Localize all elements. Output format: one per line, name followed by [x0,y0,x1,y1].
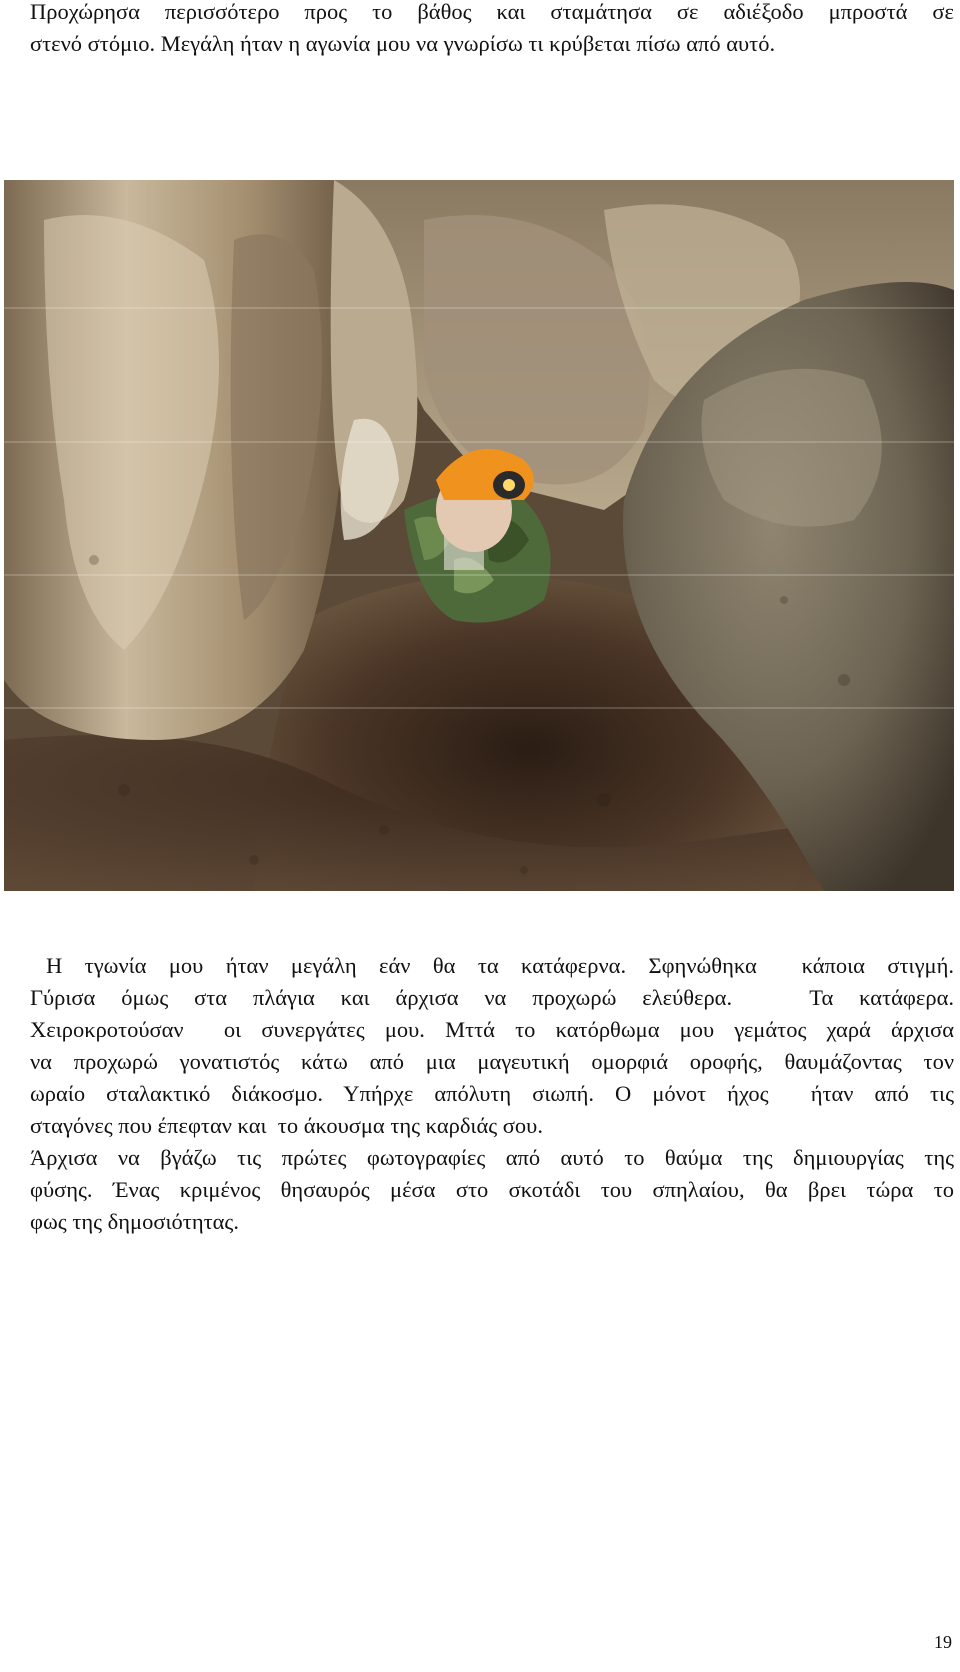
text-line: να προχωρώ γονατιστός κάτω από μια μαγευτική ομορφιά οροφής, θαυμάζοντας τον [30,1049,954,1074]
page-number: 19 [934,1632,952,1652]
text-line: φως της δημοσιότητας. [30,1209,239,1234]
text-line: Άρχισα να βγάζω τις πρώτες φωτογραφίες από αυτό το θαύμα της δημιουργίας της [30,1145,954,1170]
text-line: Η τγωνία μου ήταν μεγάλη εάν θα τα κατάφερνα. Σφηνώθηκα κάποια στιγμή. [46,953,954,978]
body-paragraph [30,950,954,1238]
text-line: Γύρισα όμως στα πλάγια και άρχισα να προχωρώ ελεύθερα. Τα κατάφερα. [30,985,954,1010]
text-line: Προχώρησα περισσότερο προς το βάθος και σταμάτησα σε αδιέξοδο μπροστά σε [30,0,954,24]
text-line: στενό στόμιο. Μεγάλη ήταν η αγωνία μου να γνωρίσω τι κρύβεται πίσω από αυτό. [30,31,776,56]
cave-photo [4,180,954,891]
text-line: Χειροκροτούσαν οι συνεργάτες μου. Μττά το κατόρθωμα μου γεμάτος χαρά άρχισα [30,1017,954,1042]
text-line: ωραίο σταλακτικό διάκοσμο. Υπήρχε απόλυτη σιωπή. Ο μόνοτ ήχος ήταν από τις [30,1081,954,1106]
intro-paragraph [30,0,954,60]
text-line: φύσης. Ένας κριμένος θησαυρός μέσα στο σκοτάδι του σπηλαίου, θα βρει τώρα το [30,1177,954,1202]
text-line: σταγόνες που έπεφταν και το άκουσμα της καρδιάς σου. [30,1113,543,1138]
